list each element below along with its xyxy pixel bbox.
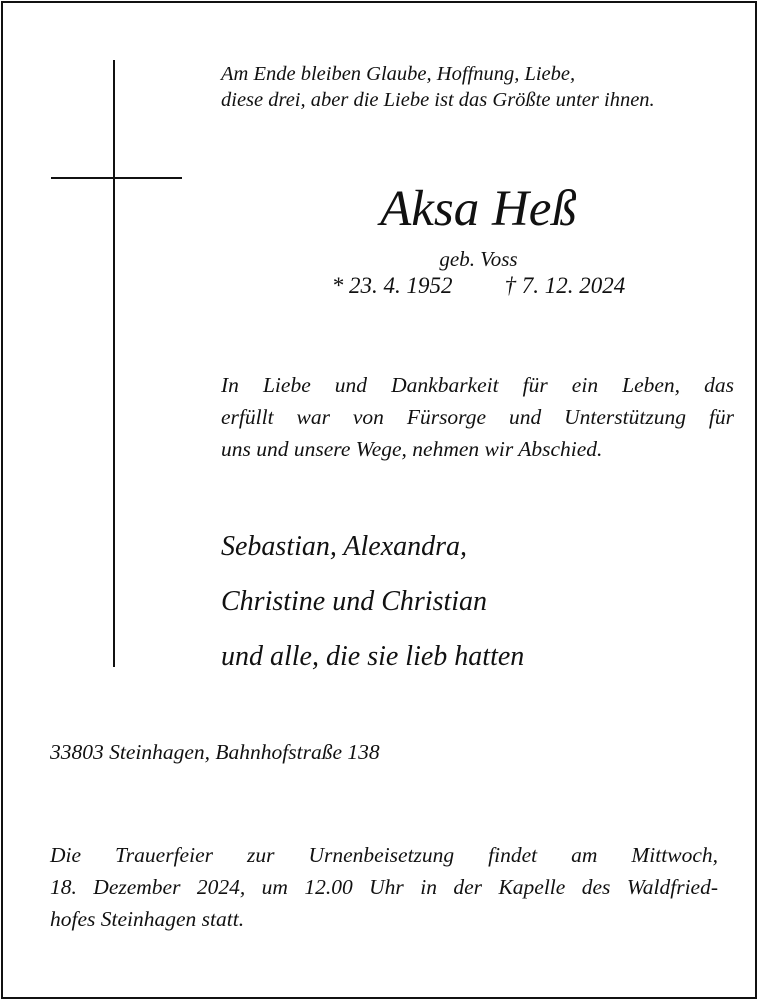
tribute-line-3: uns und unsere Wege, nehmen wir Abschied. bbox=[221, 437, 603, 461]
bible-verse bbox=[221, 61, 741, 113]
death-date: † 7. 12. 2024 bbox=[504, 273, 626, 298]
birth-date: * 23. 4. 1952 bbox=[331, 273, 453, 298]
mourner-line: und alle, die sie lieb hatten bbox=[221, 641, 525, 672]
mourner-line: Sebastian, Alexandra, bbox=[221, 531, 468, 562]
service-info bbox=[50, 839, 718, 935]
verse-line-1: Am Ende bleiben Glaube, Hoffnung, Liebe, bbox=[221, 63, 576, 85]
tribute-text bbox=[221, 369, 734, 465]
service-line-2: 18. Dezember 2024, um 12.00 Uhr in der Kapelle des Waldfried- bbox=[50, 875, 718, 899]
cross-horizontal-bar bbox=[51, 177, 182, 179]
tribute-line-1: In Liebe und Dankbarkeit für ein Leben, das bbox=[221, 373, 734, 397]
service-line-3: hofes Steinhagen statt. bbox=[50, 907, 245, 931]
address: 33803 Steinhagen, Bahnhofstraße 138 bbox=[50, 740, 380, 764]
cross-vertical-bar bbox=[113, 60, 115, 667]
maiden-name: geb. Voss bbox=[439, 247, 518, 271]
notice-frame bbox=[1, 1, 757, 999]
mourner-line: Christine und Christian bbox=[221, 586, 488, 617]
life-dates bbox=[221, 271, 736, 301]
mourners-list bbox=[221, 519, 721, 684]
deceased-name: Aksa Heß bbox=[380, 181, 577, 237]
verse-line-2: diese drei, aber die Liebe ist das Größte unter ihnen. bbox=[221, 89, 655, 111]
service-line-1: Die Trauerfeier zur Urnenbeisetzung findet am Mittwoch, bbox=[50, 843, 718, 867]
tribute-line-2: erfüllt war von Fürsorge und Unterstützung für bbox=[221, 405, 734, 429]
